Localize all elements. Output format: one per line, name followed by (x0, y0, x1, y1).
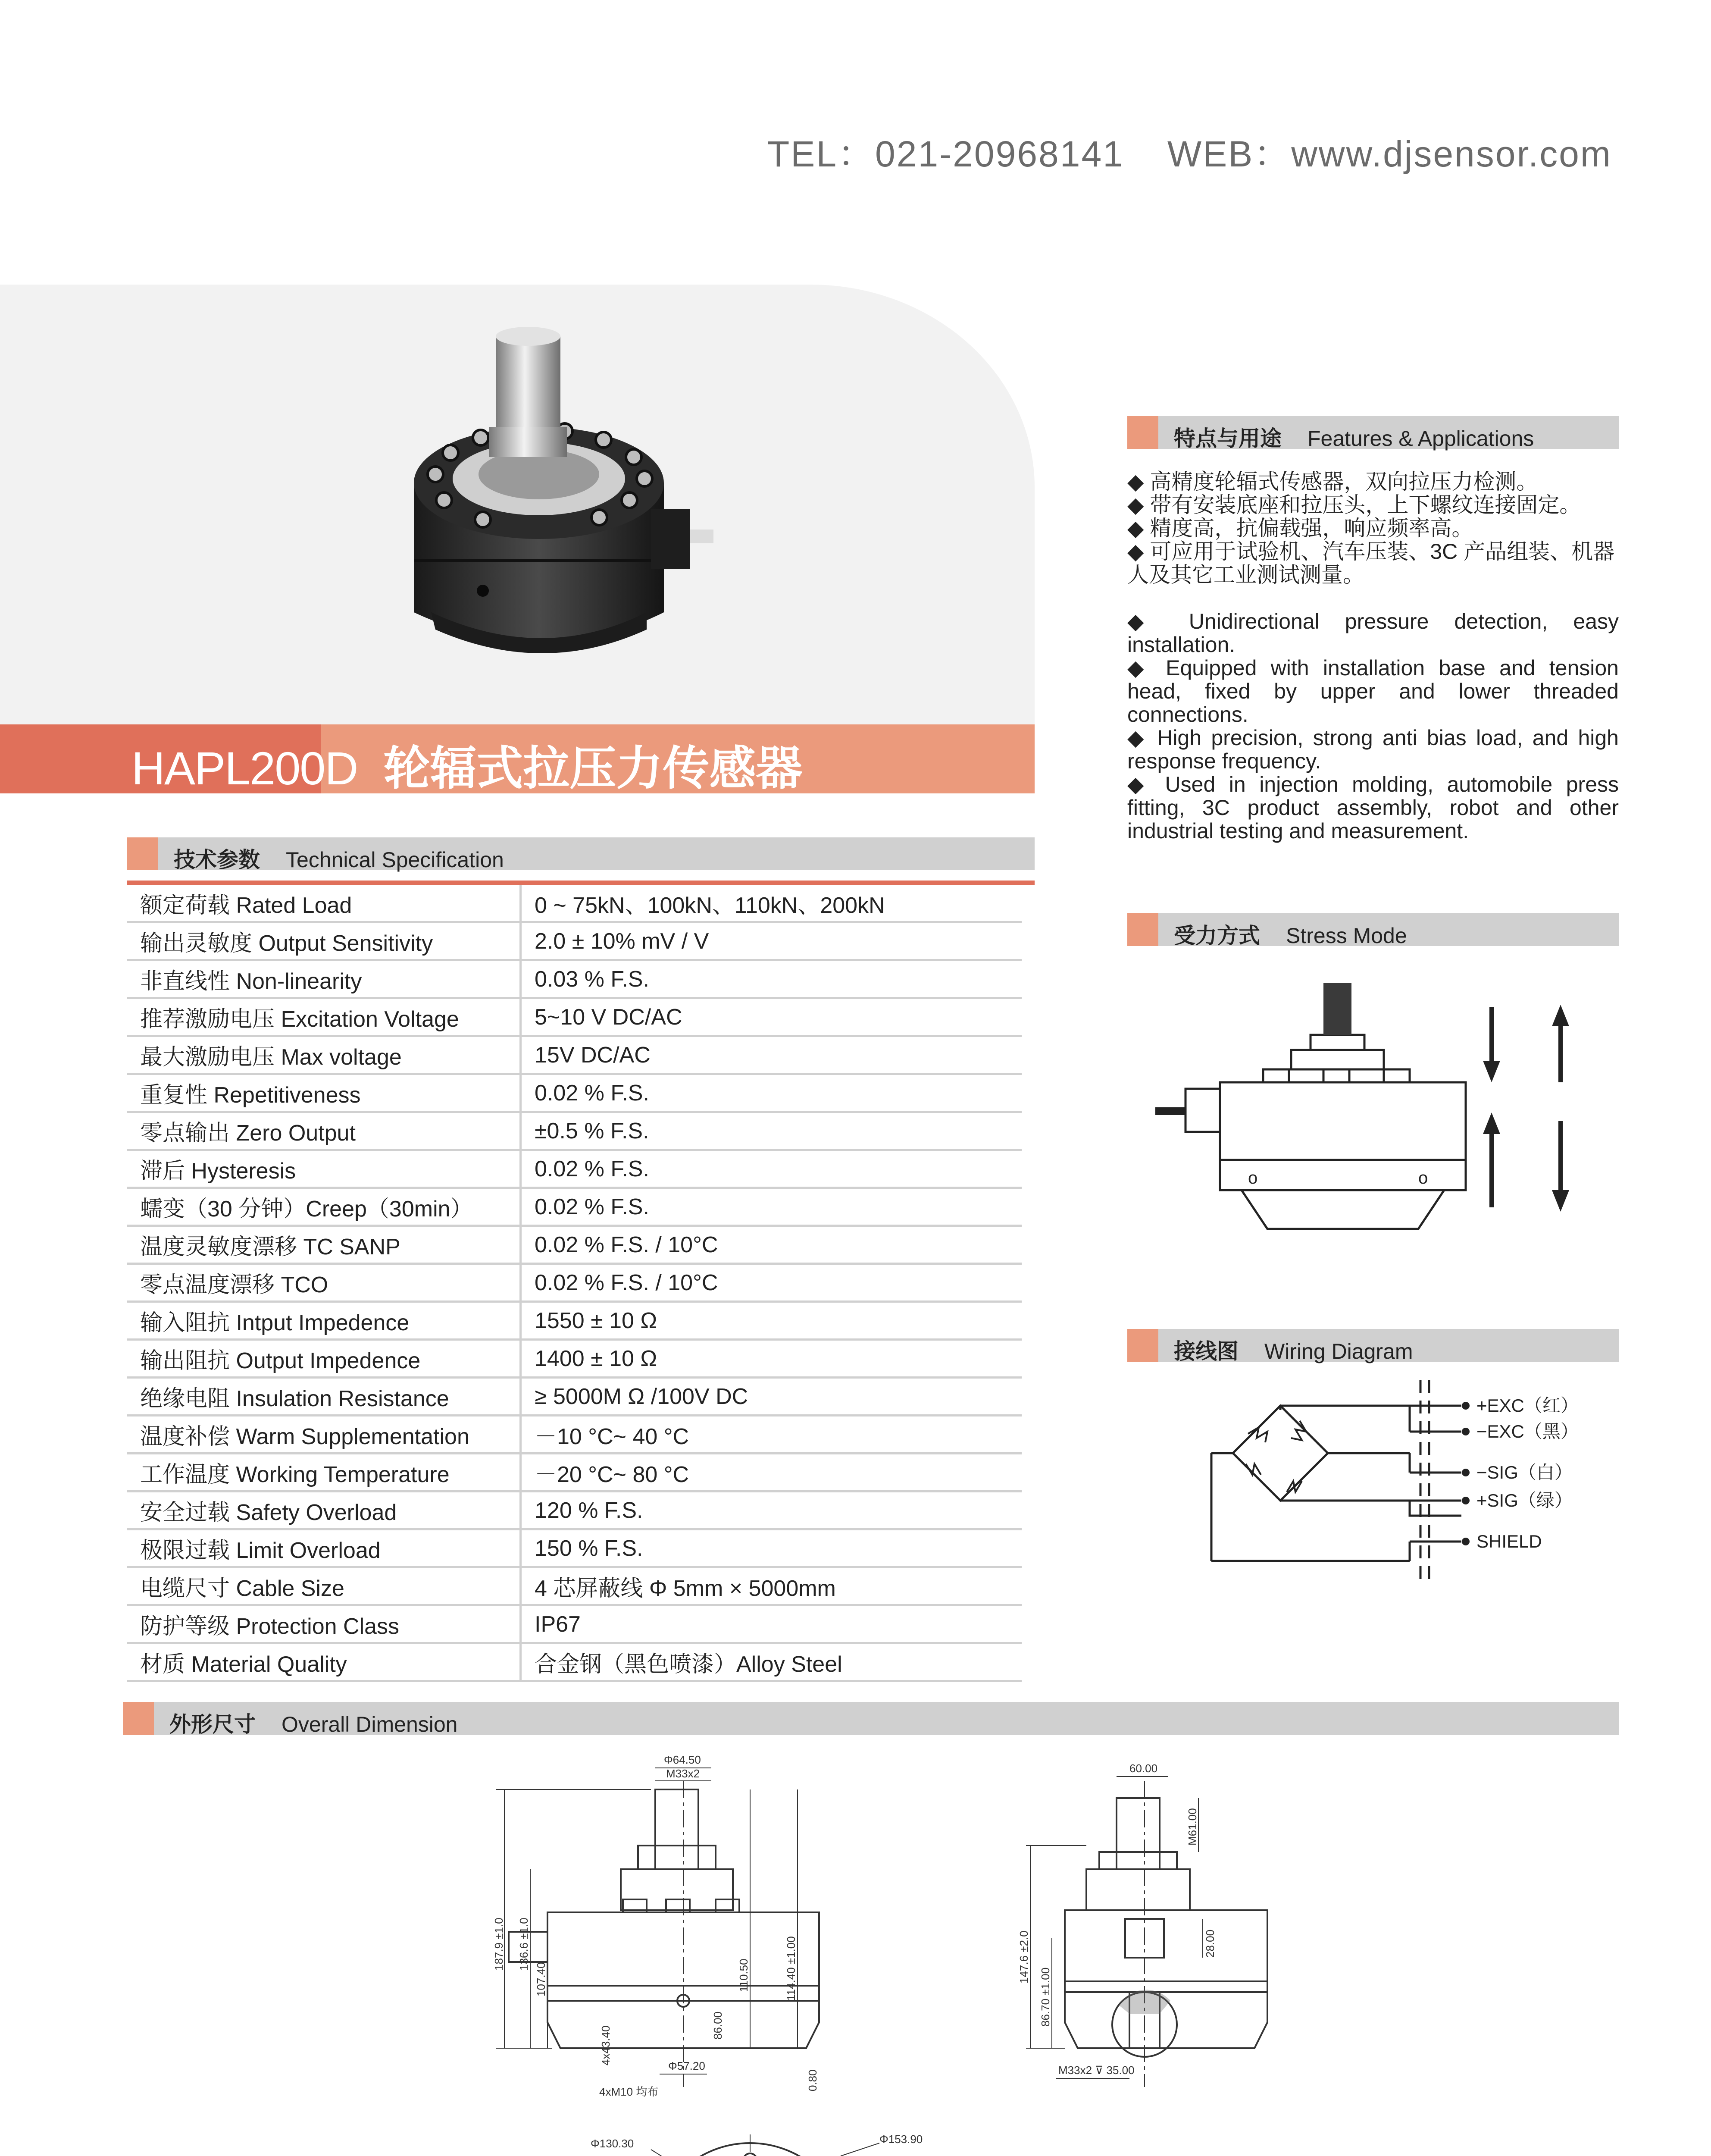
spec-row (127, 1567, 1022, 1605)
spec-row (127, 1378, 1022, 1416)
dim-label: 114.40 ±1.00 (785, 1936, 798, 2001)
spec-value: 1400 ± 10 Ω (521, 1340, 1022, 1378)
spec-top-rule (127, 881, 1035, 885)
dim-label: Μ61.00 (1186, 1808, 1199, 1846)
wire-label: SHIELD (1476, 1531, 1542, 1551)
spec-value: 5~10 V DC/AC (521, 998, 1022, 1036)
dim-label: 136.6 ±1.0 (517, 1918, 530, 1971)
dim-label: 86.70 ±1.00 (1039, 1967, 1052, 2027)
product-title (131, 731, 802, 798)
spec-value: －10 °C~ 40 °C (521, 1416, 1022, 1454)
spec-value: 合金钢（黑色喷漆）Alloy Steel (521, 1643, 1022, 1681)
dim-label: Φ153.90 (879, 2133, 923, 2146)
spec-value: 2.0 ± 10% mV / V (521, 922, 1022, 960)
spec-value: 0 ~ 75kN、100kN、110kN、200kN (521, 885, 1022, 922)
spec-param: 蠕变（30 分钟）Creep（30min） (127, 1188, 521, 1226)
dim-label: 147.6 ±2.0 (1017, 1930, 1030, 1984)
spec-row (127, 1036, 1022, 1074)
spec-param: 非直线性 Non-linearity (127, 960, 521, 998)
wire-label: +SIG（绿） (1476, 1490, 1573, 1510)
dim-label: 187.9 ±1.0 (492, 1918, 505, 1971)
spec-param: 滞后 Hysteresis (127, 1150, 521, 1188)
spec-value: 0.02 % F.S. / 10°C (521, 1226, 1022, 1264)
dim-label: Φ64.50 (664, 1753, 701, 1766)
spec-row (127, 1074, 1022, 1112)
spec-param: 温度灵敏度漂移 TC SANP (127, 1226, 521, 1264)
phone-number: TEL：021-20968141 (767, 134, 1124, 174)
dim-label: 60.00 (1129, 1762, 1158, 1775)
spec-param: 最大激励电压 Max voltage (127, 1036, 521, 1074)
stress-header (1127, 913, 1619, 946)
spec-row (127, 1605, 1022, 1643)
dim-label: 110.50 (737, 1959, 750, 1992)
feature-item: ◆ Used in injection molding, automobile press fitting, 3C product assembly, robot and other industrial testing and measurement. (1127, 772, 1619, 843)
spec-row (127, 922, 1022, 960)
section-title: 外形尺寸 Overall Dimension (169, 1712, 458, 1736)
spec-header (127, 837, 1035, 870)
dim-label: 4xM10 均布 (599, 2085, 659, 2098)
wire-label: −SIG（白） (1476, 1462, 1573, 1482)
section-tab (1127, 913, 1158, 946)
spec-param: 材质 Material Quality (127, 1643, 521, 1681)
spec-value: ≥ 5000M Ω /100V DC (521, 1378, 1022, 1416)
dim-label: 28.00 (1204, 1929, 1217, 1958)
spec-row (127, 998, 1022, 1036)
section-title: 接线图 Wiring Diagram (1174, 1339, 1413, 1363)
dim-label: Φ57.20 (668, 2059, 705, 2072)
spec-value: 0.02 % F.S. (521, 1150, 1022, 1188)
spec-param: 重复性 Repetitiveness (127, 1074, 521, 1112)
spec-value: ±0.5 % F.S. (521, 1112, 1022, 1150)
feature-item: ◆ 带有安装底座和拉压头，上下螺纹连接固定。 (1127, 493, 1581, 517)
spec-value: 0.03 % F.S. (521, 960, 1022, 998)
contact-line (767, 125, 1612, 177)
spec-row (127, 1416, 1022, 1454)
side-view-drawing (1000, 1746, 1311, 2100)
spec-row (127, 1112, 1022, 1150)
spec-row (127, 1264, 1022, 1302)
spec-param: 输出灵敏度 Output Sensitivity (127, 922, 521, 960)
spec-row (127, 1492, 1022, 1529)
spec-value: 4 芯屏蔽线 Φ 5mm × 5000mm (521, 1567, 1022, 1605)
spec-param: 推荐激励电压 Excitation Voltage (127, 998, 521, 1036)
dim-label: 0.80 (806, 2069, 819, 2091)
front-view-drawing (492, 1746, 953, 2109)
spec-param: 工作温度 Working Temperature (127, 1454, 521, 1492)
wiring-diagram (1198, 1380, 1612, 1604)
spec-param: 温度补偿 Warm Supplementation (127, 1416, 521, 1454)
spec-value: －20 °C~ 80 °C (521, 1454, 1022, 1492)
spec-param: 防护等级 Protection Class (127, 1605, 521, 1643)
spec-param: 输出阻抗 Output Impedence (127, 1340, 521, 1378)
product-photo (397, 328, 724, 716)
spec-table (127, 885, 1022, 1682)
feature-item: ◆ 精度高，抗偏载强，响应频率高。 (1127, 516, 1473, 540)
hole-mark: o (1418, 1169, 1428, 1188)
spec-param: 极限过载 Limit Overload (127, 1529, 521, 1567)
spec-value: 0.02 % F.S. / 10°C (521, 1264, 1022, 1302)
features-list (1127, 470, 1619, 843)
spec-value: 120 % F.S. (521, 1492, 1022, 1529)
dim-label: 4x43.40 (599, 2025, 612, 2065)
stress-diagram (1142, 970, 1608, 1255)
bolt-holes (661, 2153, 839, 2156)
section-tab (1127, 1329, 1158, 1362)
feature-item: ◆ 高精度轮辐式传感器，双向拉压力检测。 (1127, 470, 1538, 494)
spec-value: 15V DC/AC (521, 1036, 1022, 1074)
wire-label: +EXC（红） (1476, 1395, 1579, 1416)
spec-row (127, 1302, 1022, 1340)
spec-value: 0.02 % F.S. (521, 1074, 1022, 1112)
spec-row (127, 1226, 1022, 1264)
spec-param: 零点输出 Zero Output (127, 1112, 521, 1150)
section-title: 特点与用途 Features & Applications (1174, 426, 1534, 451)
section-title: 技术参数 Technical Specification (174, 848, 504, 872)
section-tab (123, 1702, 154, 1735)
spec-value: 150 % F.S. (521, 1529, 1022, 1567)
product-name: 轮辐式拉压力传感器 (383, 742, 803, 794)
wire-label: −EXC（黑） (1476, 1421, 1579, 1442)
feature-item: ◆ High precision, strong anti bias load, and high response frequency. (1127, 726, 1619, 773)
dimension-header (123, 1702, 1619, 1735)
top-view-drawing (543, 2113, 957, 2156)
wiring-header (1127, 1329, 1619, 1362)
spec-row (127, 1188, 1022, 1226)
spec-param: 电缆尺寸 Cable Size (127, 1567, 521, 1605)
spec-value: 0.02 % F.S. (521, 1188, 1022, 1226)
spec-param: 安全过载 Safety Overload (127, 1492, 521, 1529)
spec-row (127, 1529, 1022, 1567)
spec-param: 额定荷载 Rated Load (127, 885, 521, 922)
feature-item: ◆ Equipped with installation base and tension head, fixed by upper and lower threaded connections. (1127, 656, 1619, 727)
spec-param: 绝缘电阻 Insulation Resistance (127, 1378, 521, 1416)
spec-row (127, 1643, 1022, 1681)
section-tab (127, 837, 158, 870)
website-url: WEB：www.djsensor.com (1167, 134, 1612, 174)
spec-param: 输入阻抗 Intput Impedence (127, 1302, 521, 1340)
spec-row (127, 1340, 1022, 1378)
model-number: HAPL200D (131, 742, 358, 794)
dim-label: 86.00 (711, 2011, 724, 2040)
hole-mark: o (1248, 1169, 1258, 1188)
spec-value: 1550 ± 10 Ω (521, 1302, 1022, 1340)
dim-label: 107.40 (535, 1962, 547, 1996)
spec-value: IP67 (521, 1605, 1022, 1643)
feature-item: ◆ 可应用于试验机、汽车压装、3C 产品组装、机器人及其它工业测试测量。 (1127, 539, 1615, 587)
dim-label: M33x2 (666, 1767, 700, 1780)
spec-param: 零点温度漂移 TCO (127, 1264, 521, 1302)
section-title: 受力方式 Stress Mode (1174, 924, 1407, 948)
section-tab (1127, 416, 1158, 449)
dim-label: Φ130.30 (591, 2137, 634, 2150)
hole-marks (1248, 1169, 1428, 1188)
spec-row (127, 885, 1022, 922)
features-header (1127, 416, 1619, 449)
spec-row (127, 960, 1022, 998)
feature-item: ◆ Unidirectional pressure detection, easy installation. (1127, 609, 1619, 657)
spec-row (127, 1454, 1022, 1492)
spec-row (127, 1150, 1022, 1188)
dim-label: M33x2 ⊽ 35.00 (1058, 2064, 1135, 2077)
